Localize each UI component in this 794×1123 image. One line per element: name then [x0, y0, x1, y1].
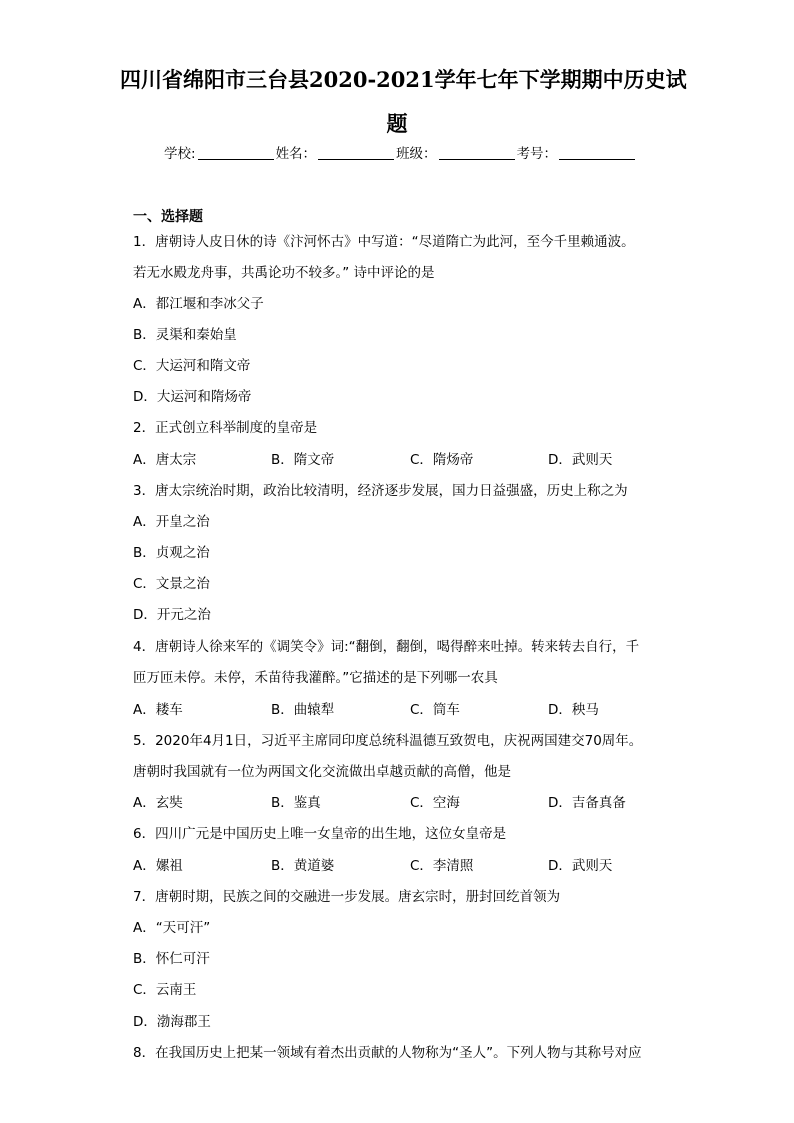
school-label: 学校: — [164, 146, 196, 162]
question-3-option-b: B．贞观之治 — [133, 545, 210, 561]
school-blank — [198, 145, 274, 160]
question-4-option-a: A．耧车 — [133, 702, 183, 718]
question-8-stem: 8．在我国历史上把某一领域有着杰出贡献的人物称为“圣人”。下列人物与其称号对应 — [133, 1045, 642, 1061]
question-7-option-d: D．渤海郡王 — [133, 1014, 211, 1030]
name-blank — [318, 145, 394, 160]
question-7-option-a: A．“天可汗” — [133, 920, 211, 936]
question-1-option-c: C．大运河和隋文帝 — [133, 358, 251, 374]
page-title: 四川省绵阳市三台县2020-2021学年七年下学期期中历史试 — [120, 67, 687, 92]
question-3-option-c: C．文景之治 — [133, 576, 210, 592]
question-1-option-b: B．灵渠和秦始皇 — [133, 327, 237, 343]
question-4-stem: 4．唐朝诗人徐来军的《调笑令》词:“翻倒，翻倒，喝得醉来吐掉。转来转去自行，千 — [133, 639, 640, 655]
question-5-option-b: B．鉴真 — [271, 795, 321, 811]
question-4-option-d: D．秧马 — [548, 702, 599, 718]
question-4-option-b: B．曲辕犁 — [271, 702, 335, 718]
question-7-option-b: B．怀仁可汗 — [133, 951, 210, 967]
class-blank — [439, 145, 515, 160]
question-5-stem: 5．2020年4月1日，习近平主席同印度总统科温德互致贺电，庆祝两国建交70周年。 — [133, 733, 643, 749]
question-5-option-a: A．玄奘 — [133, 795, 183, 811]
exam-number-label: 考号： — [516, 146, 558, 162]
question-2-option-b: B．隋文帝 — [271, 452, 335, 468]
question-6-stem: 6．四川广元是中国历史上唯一女皇帝的出生地，这位女皇帝是 — [133, 826, 507, 842]
question-2-stem: 2．正式创立科举制度的皇帝是 — [133, 420, 318, 436]
class-label: 班级： — [396, 146, 437, 162]
question-2-option-a: A．唐太宗 — [133, 452, 197, 468]
question-3-option-d: D．开元之治 — [133, 607, 211, 623]
question-4-stem-cont: 匝万匝未停。未停，禾苗待我灌醉。”它描述的是下列哪一农具 — [133, 670, 498, 686]
question-4-option-c: C．筒车 — [410, 702, 460, 718]
question-1-stem: 1．唐朝诗人皮日休的诗《汴河怀古》中写道：“尽道隋亡为此河，至今千里赖通波。 — [133, 234, 635, 250]
question-5-stem-cont: 唐朝时我国就有一位为两国文化交流做出卓越贡献的高僧，他是 — [133, 764, 511, 780]
question-6-option-b: B．黄道婆 — [271, 858, 335, 874]
page-title-continued: 题 — [386, 111, 408, 136]
student-info-row — [164, 144, 637, 164]
question-7-option-c: C．云南王 — [133, 982, 197, 998]
question-6-option-d: D．武则天 — [548, 858, 613, 874]
question-1-stem-cont: 若无水殿龙舟事，共禹论功不较多。” 诗中评论的是 — [133, 265, 435, 281]
question-2-option-c: C．隋炀帝 — [410, 452, 474, 468]
question-1-option-a: A．都江堰和李冰父子 — [133, 296, 264, 312]
exam-number-blank — [559, 145, 635, 160]
question-2-option-d: D．武则天 — [548, 452, 613, 468]
question-1-option-d: D．大运河和隋炀帝 — [133, 389, 252, 405]
question-7-stem: 7．唐朝时期，民族之间的交融进一步发展。唐玄宗时，册封回纥首领为 — [133, 889, 561, 905]
question-3-stem: 3．唐太宗统治时期，政治比较清明，经济逐步发展，国力日益强盛，历史上称之为 — [133, 483, 628, 499]
question-6-option-a: A．嫘祖 — [133, 858, 183, 874]
name-label: 姓名： — [275, 146, 317, 162]
question-6-option-c: C．李清照 — [410, 858, 474, 874]
question-3-option-a: A．开皇之治 — [133, 514, 210, 530]
question-5-option-c: C．空海 — [410, 795, 460, 811]
question-5-option-d: D．吉备真备 — [548, 795, 626, 811]
section-heading: 一、选择题 — [133, 209, 203, 225]
